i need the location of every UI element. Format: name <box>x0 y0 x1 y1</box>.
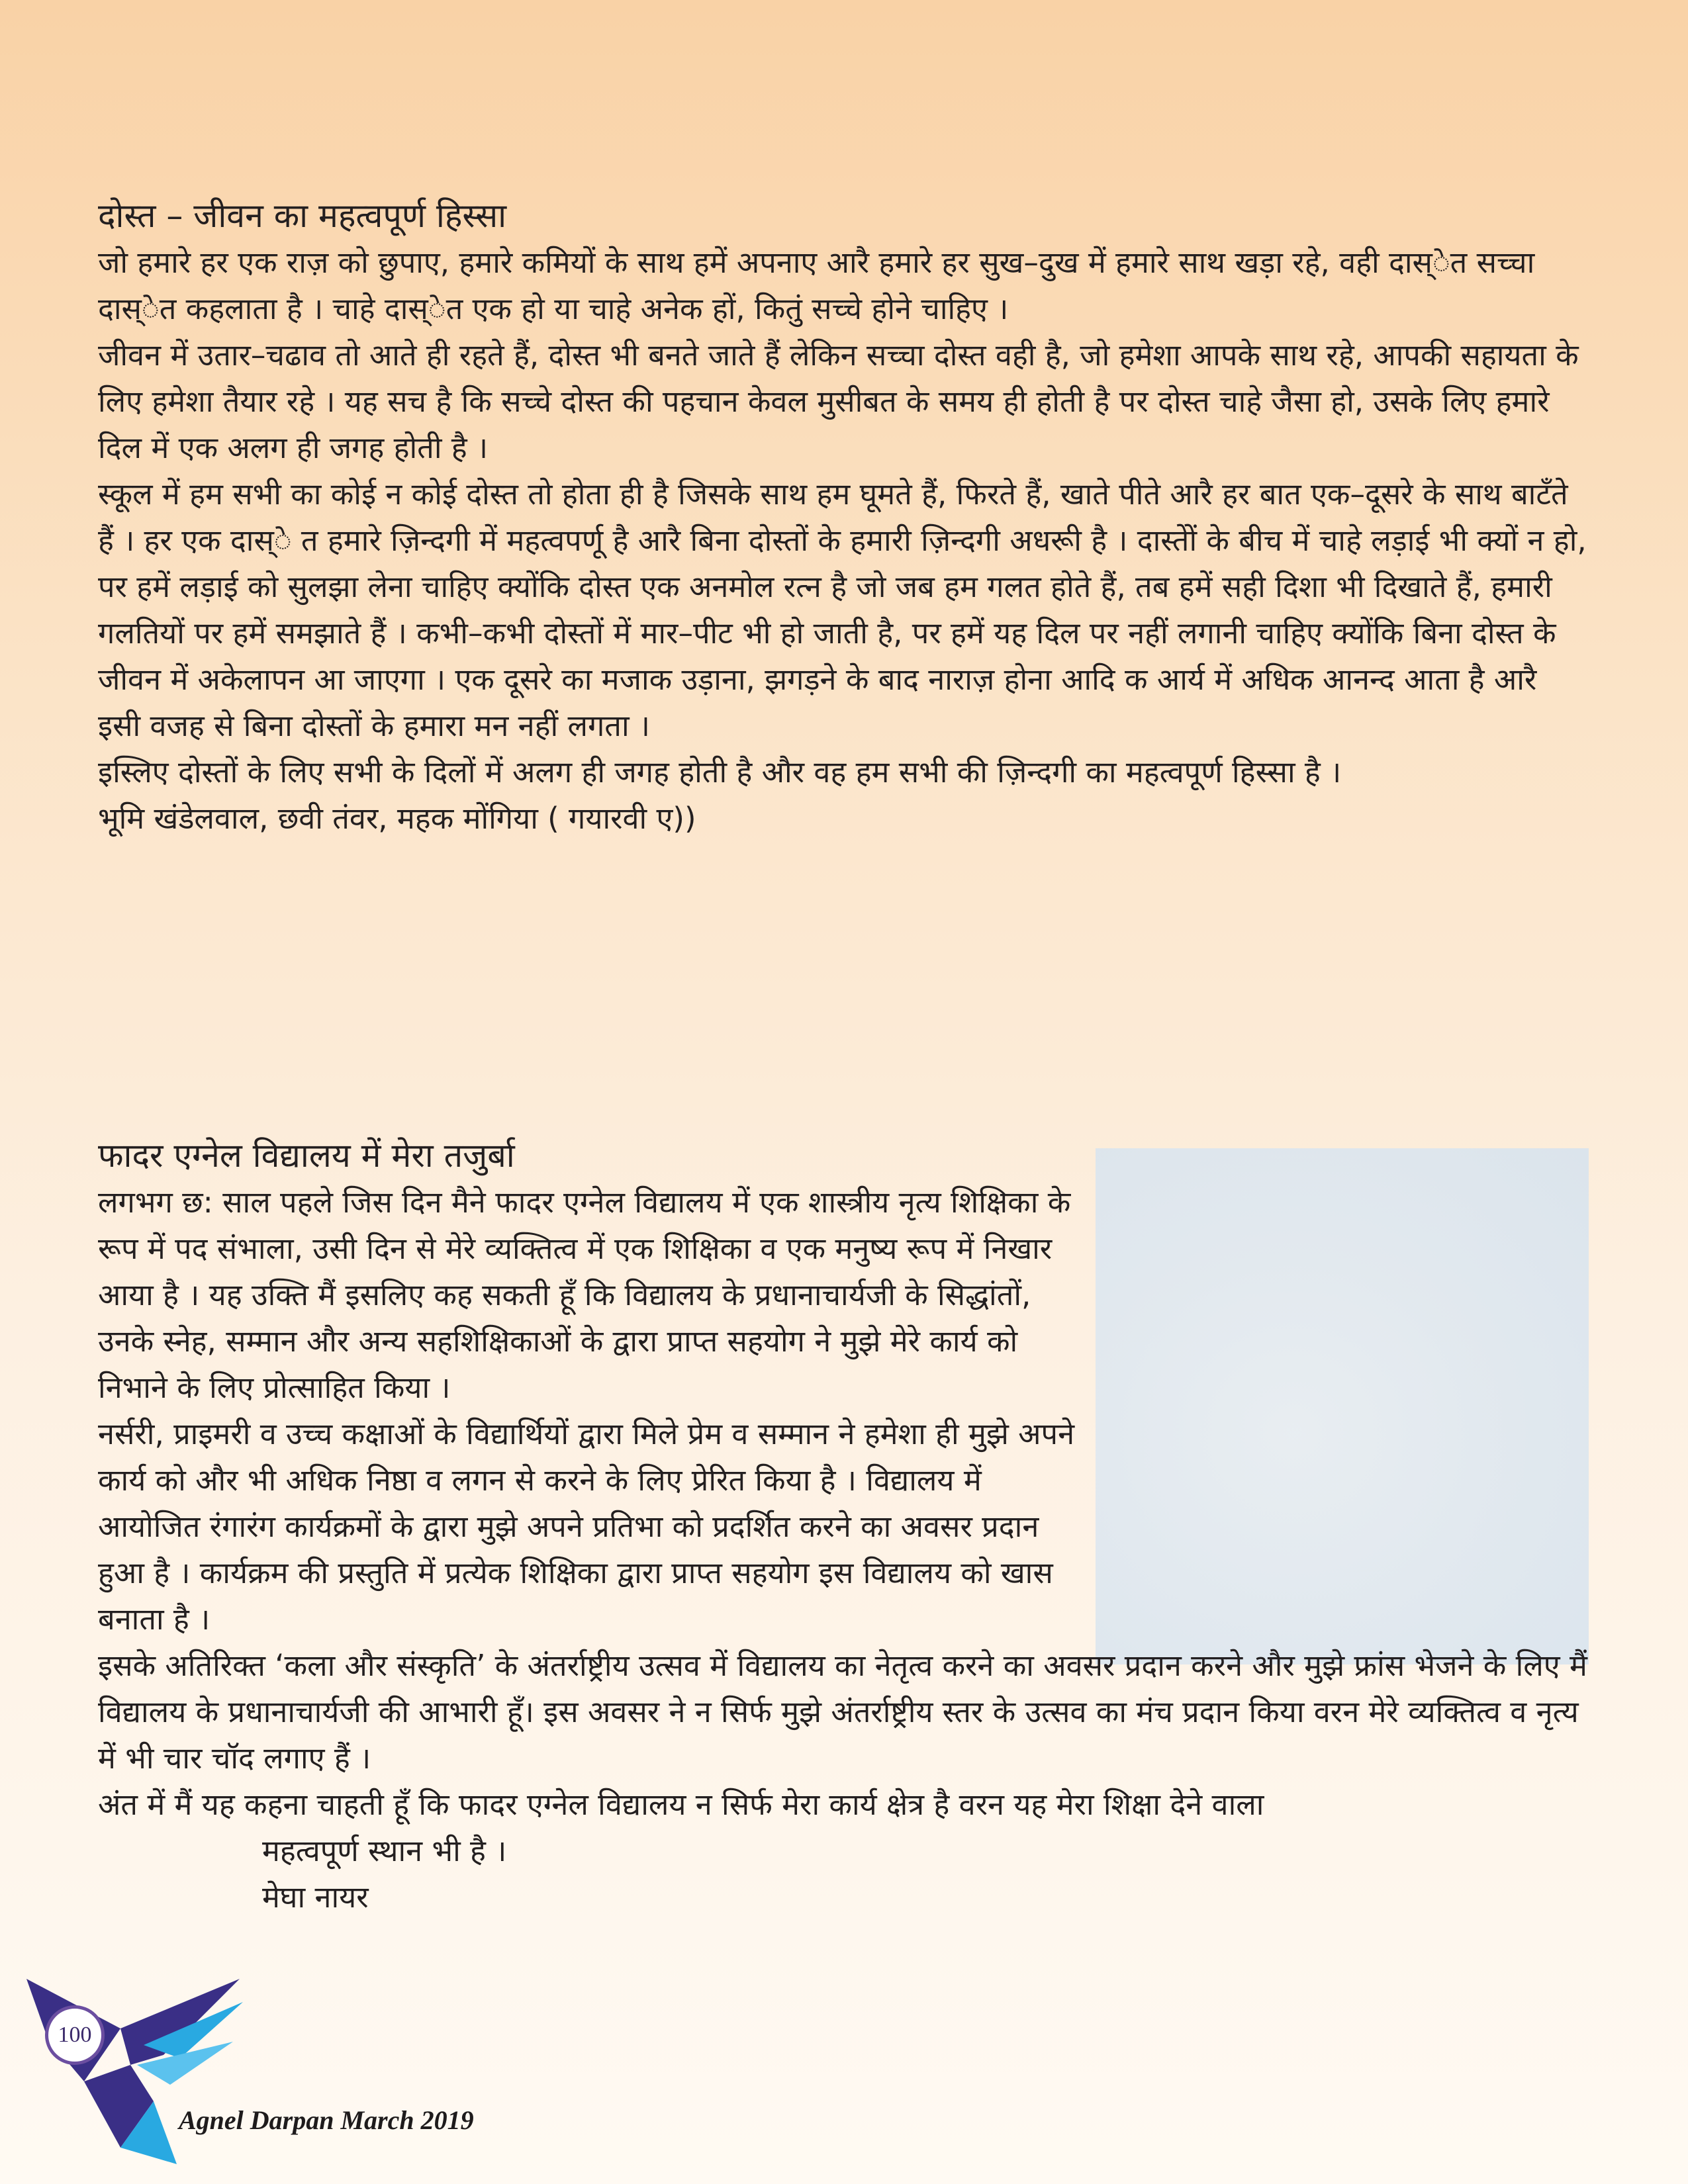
page-number: 100 <box>45 2005 105 2065</box>
closing-line: महत्वपूर्ण स्थान भी है । <box>262 1833 507 1868</box>
article-paragraph: जो हमारे हर एक राज़ को छुपाए, हमारे कमियों के साथ हमें अपनाए आरै हमारे हर सुख–दुख में हमारे साथ खड़ा रहे, वही दास्ेत सच्चा दास्ेत कहलाता है । चाहे दास्ेत एक हो या चाहे अनेक हों, कितुं सच्चे होने चाहिए । <box>98 245 1535 326</box>
article-paragraph: स्कूल में हम सभी का कोई न कोई दोस्त तो होता ही है जिसके साथ हम घूमते हैं, फिरते हैं, खाते पीते आरै हर बात एक–दूसरे के साथ बाटँते हैं । हर एक दास्े त हमारे ज़िन्दगी में महत्वपर्णू है आरै बिना दोस्तों के हमारी ज़िन्दगी अधरूी है । दास्तेों के बीच में चाहे लड़ाई भी क्यों न हो, पर हमें लड़ाई को सुलझा लेना चाहिए क्योंकि दोस्त एक अनमोल रत्न है जो जब हम गलत होते हैं, तब हमें सही दिशा भी दिखाते हैं, हमारी गलतियों पर हमें समझाते हैं । कभी–कभी दोस्तों में मार–पीट भी हो जाती है, पर हमें यह दिल पर नहीं लगानी चाहिए क्योंकि बिना दोस्त के जीवन में अकेलापन आ जाएगा । एक दूसरे का मजाक उड़ाना, झगड़ने के बाद नाराज़ होना आदि क आर्य में अधिक आनन्द आता है आरै इसी वजह से बिना दोस्तों के हमारा मन नहीं लगता । <box>98 477 1587 743</box>
article-paragraph: जीवन में उतार–चढाव तो आते ही रहते हैं, दोस्त भी बनते जाते हैं लेकिन सच्चा दोस्त वही है, जो हमेशा आपके साथ रहे, आपकी सहायता के लिए हमेशा तैयार रहे । यह सच है कि सच्चे दोस्त की पहचान केवल मुसीबत के समय ही होती है पर दोस्त चाहे जैसा हो, उसके लिए हमारे दिल में एक अलग ही जगह होती है । <box>98 338 1579 465</box>
article-paragraph: इस्लिए दोस्तों के लिए सभी के दिलों में अलग ही जगह होती है और वह हम सभी की ज़िन्दगी का महत्वपूर्ण हिस्सा है । <box>98 754 1342 790</box>
article-experience <box>98 1133 1587 1921</box>
publication-footer: Agnel Darpan March 2019 <box>179 2105 474 2135</box>
article-title: दोस्त – जीवन का महत्वपूर्ण हिस्सा <box>98 197 507 235</box>
article-paragraph: इसके अतिरिक्त ‘कला और संस्कृति’ के अंतर्राष्ट्रीय उत्सव में विद्यालय का नेतृत्व करने का अवसर प्रदान करने और मुझे फ्रांस भेजने के लिए मैं विद्यालय के प्रधानाचार्यजी की आभारी हूँ। इस अवसर ने न सिर्फ मुझे अंतर्राष्ट्रीय स्तर के उत्सव का मंच प्रदान किया वरन मेरे व्यक्तित्व व नृत्य में भी चार चॉद लगाए हैं । <box>98 1648 1587 1776</box>
article-paragraph: लगभग छ: साल पहले जिस दिन मैने फादर एग्नेल विद्यालय में एक शास्त्रीय नृत्य शिक्षिका के रूप में पद संभाला, उसी दिन से मेरे व्यक्तित्व में एक शिक्षिका व एक मनुष्य रूप में निखार आया है । यह उक्ति मैं इसलिए कह सकती हूँ कि विद्यालय के प्रधानाचार्यजी के सिद्धांतों, उनके स्नेह, सम्मान और अन्य सहशिक्षिकाओं के द्वारा प्राप्त सहयोग ने मुझे मेरे कार्य को निभाने के लिए प्रोत्साहित किया । <box>98 1185 1071 1405</box>
article-paragraph: अंत में मैं यह कहना चाहती हूँ कि फादर एग्नेल विद्यालय न सिर्फ मेरा कार्य क्षेत्र है वरन यह मेरा शिक्षा देने वाला <box>98 1787 1264 1822</box>
article-friendship <box>98 193 1587 842</box>
article-title: फादर एग्नेल विद्यालय में मेरा तजुर्बा <box>98 1136 515 1175</box>
article-author: मेघा नायर <box>262 1880 369 1915</box>
article-paragraph: नर्सरी, प्राइमरी व उच्च कक्षाओं के विद्यार्थियों द्वारा मिले प्रेम व सम्मान ने हमेशा ही मुझे अपने कार्य को और भी अधिक निष्ठा व लगन से करने के लिए प्रेरित किया है । विद्यालय में आयोजित रंगारंग कार्यक्रमों के द्वारा मुझे अपने प्रतिभा को प्रदर्शित करने का अवसर प्रदान हुआ है । कार्यक्रम की प्रस्तुति में प्रत्येक शिक्षिका द्वारा प्राप्त सहयोग इस विद्यालय को खास बनाता है । <box>98 1416 1075 1637</box>
article-byline: भूमि खंडेलवाल, छवी तंवर, महक मोंगिया ( गयारवी ए)) <box>98 801 696 836</box>
